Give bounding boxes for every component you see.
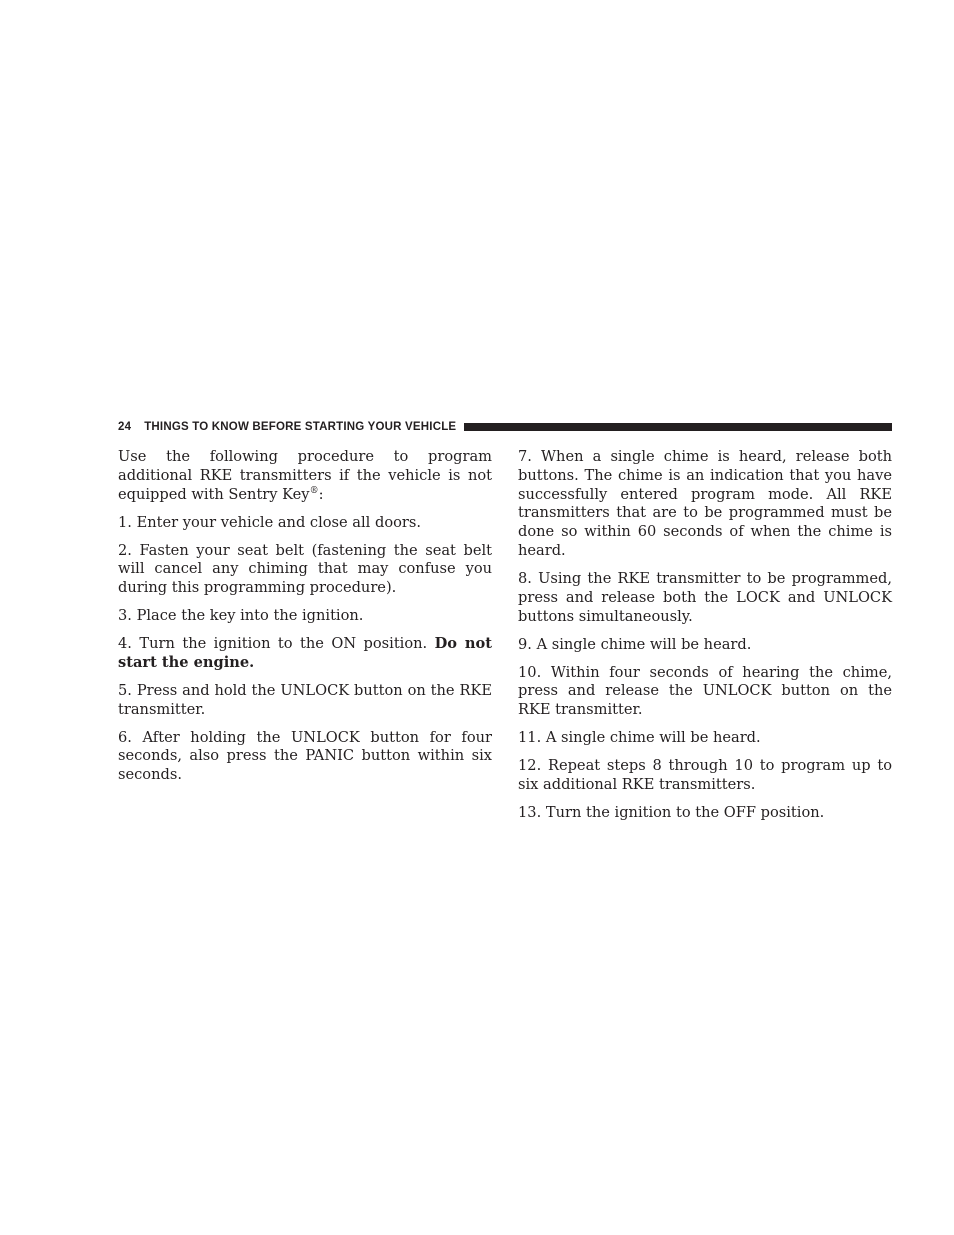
intro-end: :: [318, 485, 324, 503]
section-title: THINGS TO KNOW BEFORE STARTING YOUR VEHICLE: [144, 421, 457, 433]
page-number: 24: [118, 421, 132, 433]
registered-mark: ®: [309, 485, 319, 496]
step-6: 6. After holding the UNLOCK button for four seconds, also press the PANIC button within six seconds.: [118, 728, 492, 784]
intro-paragraph: [118, 448, 492, 504]
step-2: 2. Fasten your seat belt (fastening the seat belt will cancel any chiming that may confuse you during this programming procedure).: [118, 541, 492, 597]
step-10: 10. Within four seconds of hearing the chime, press and release the UNLOCK button on the RKE transmitter.: [518, 663, 892, 719]
step-8: 8. Using the RKE transmitter to be programmed, press and release both the LOCK and UNLOCK buttons simultaneously.: [518, 569, 892, 625]
left-column: [118, 448, 492, 794]
intro-text: Use the following procedure to program additional RKE transmitters if the vehicle is not equipped with Sentry Key: [118, 448, 492, 503]
step-13: 13. Turn the ignition to the OFF position.: [518, 803, 825, 821]
step-4: [118, 635, 492, 673]
step-1: 1. Enter your vehicle and close all doors.: [118, 513, 422, 531]
step-4-text: 4. Turn the ignition to the ON position.: [118, 635, 435, 653]
step-11: 11. A single chime will be heard.: [518, 729, 761, 747]
step-3: 3. Place the key into the ignition.: [118, 607, 364, 625]
right-column: [518, 448, 892, 832]
step-4-warning: Do not start the engine.: [118, 635, 492, 671]
page-header: [118, 419, 892, 435]
header-rule: [464, 423, 892, 431]
step-7: 7. When a single chime is heard, release both buttons. The chime is an indication that you have successfully entered program mode. All RKE transmitters that are to be programmed must be done so within 60 seconds of when the chime is heard.: [518, 448, 892, 559]
step-5: 5. Press and hold the UNLOCK button on the RKE transmitter.: [118, 681, 492, 718]
step-12: 12. Repeat steps 8 through 10 to program up to six additional RKE transmitters.: [518, 757, 892, 793]
step-9: 9. A single chime will be heard.: [518, 635, 752, 653]
